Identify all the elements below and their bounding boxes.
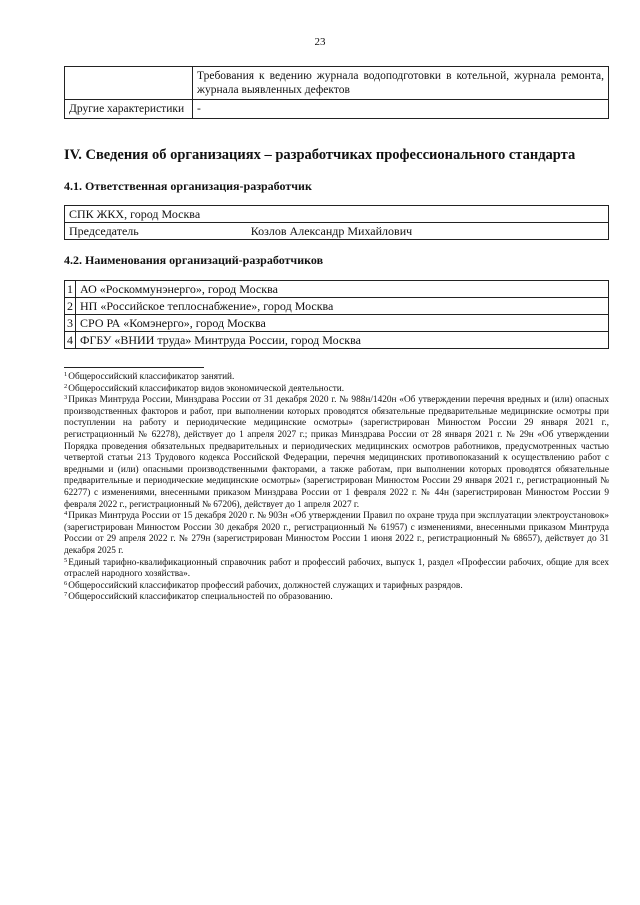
characteristics-table [64,66,609,119]
footnote-text: Общероссийский классификатор занятий. [68,372,235,382]
chair-row [65,223,609,240]
footnote-number: 7 [64,591,68,599]
footnote [64,384,609,396]
footnote-number: 5 [64,556,68,564]
footnote-text: Приказ Минтруда России от 15 декабря 2020 г. № 903н «Об утверждении Правил по охране труда при эксплуатации электроустановок» (зарегистрирован Минюстом России 30 декабря 2020 г., регистрационный № 61957) с изменениями, внесенными приказом Минтруда России от 29 апреля 2022 г. № 279н (зарегистрирован Минюстом России 1 июня 2022 г., регистрационный № 68657), действует до 31 декабря 2025 г. [64,511,609,556]
subsection-heading-responsible: 4.1. Ответственная организация-разработчик [64,179,312,193]
table-cell-value: Требования к ведению журнала водоподготовки в котельной, журнала ремонта, журнала выявленных дефектов [193,67,609,100]
developer-number: 3 [65,315,76,332]
table-row [65,315,609,332]
page-number: 23 [314,36,326,48]
developer-name: ФГБУ «ВНИИ труда» Минтруда России, город Москва [76,332,609,349]
table-row [65,281,609,298]
developer-number: 2 [65,298,76,315]
developer-number: 4 [65,332,76,349]
table-row [65,100,609,119]
section-title: IV. Сведения об организациях – разработчиках профессионального стандарта [64,147,576,163]
developer-number: 1 [65,281,76,298]
footnote-text: Приказ Минтруда России, Минздрава России от 31 декабря 2020 г. № 988н/1420н «Об утверждении перечня вредных и (или) опасных производственных факторов и работ, при выполнении которых проводятся обязательные предварительные медицинские осмотры при поступлении на работу и периодические медицинские осмотры» (зарегистрирован Минюстом России 29 января 2021 г., регистрационный № 62278), действует до 1 апреля 2027 г.; приказ Минздрава России от 28 января 2021 г. № 29н «Об утверждении Порядка проведения обязательных предварительных и периодических медицинских осмотров работников, предусмотренных частью четвертой статьи 213 Трудового кодекса Российской Федерации, перечня медицинских противопоказаний к осуществлению работ с вредными и (или) опасными производственными факторами, а также работам, при выполнении которых проводятся обязательные предварительные и периодические медицинские осмотры» (зарегистрирован Минюстом России 29 января 2021 г., регистрационный № 62277) с изменениями, внесенными приказом Минздрава России от 1 февраля 2022 г. № 44н (зарегистрирован Минюстом России 9 февраля 2022 г., регистрационный № 67206), действует до 1 апреля 2027 г. [64,395,609,510]
table-row [65,223,609,240]
footnote [64,581,609,593]
responsible-org-table [64,205,609,240]
table-row [65,206,609,223]
footnote-number: 6 [64,579,68,587]
developer-name: АО «Роскоммунэнерго», город Москва [76,281,609,298]
footnote-divider [64,367,204,368]
chair-label: Председатель [69,224,139,238]
subsection-heading-developers: 4.2. Наименования организаций-разработчиков [64,253,324,267]
responsible-org-name: СПК ЖКХ, город Москва [65,206,609,223]
developer-name: НП «Российское теплоснабжение», город Москва [76,298,609,315]
footnote-number: 3 [64,394,68,402]
footnote [64,592,609,604]
footnote [64,372,609,384]
table-cell-label [65,67,193,100]
developer-name: СРО РА «Комэнерго», город Москва [76,315,609,332]
table-row [65,332,609,349]
table-cell-label: Другие характеристики [65,100,193,119]
developers-table [64,280,609,349]
footnote-text: Общероссийский классификатор профессий рабочих, должностей служащих и тарифных разрядов. [68,580,463,591]
chair-name: Козлов Александр Михайлович [250,224,413,238]
footnote-text: Единый тарифно-квалификационный справочник работ и профессий рабочих, выпуск 1, раздел «Профессии рабочих, общие для всех отраслей народного хозяйства». [64,557,609,580]
footnote-number: 1 [64,371,68,378]
table-row [65,67,609,100]
table-cell-value: - [193,100,609,119]
footnote-text: Общероссийский классификатор специальностей по образованию. [68,592,333,603]
footnote-number: 4 [64,510,68,518]
table-row [65,298,609,315]
footnotes [64,372,609,604]
footnote-number: 2 [64,382,68,390]
footnote-text: Общероссийский классификатор видов экономической деятельности. [68,383,345,394]
footnote [64,558,609,581]
footnote [64,395,609,511]
footnote [64,511,609,557]
